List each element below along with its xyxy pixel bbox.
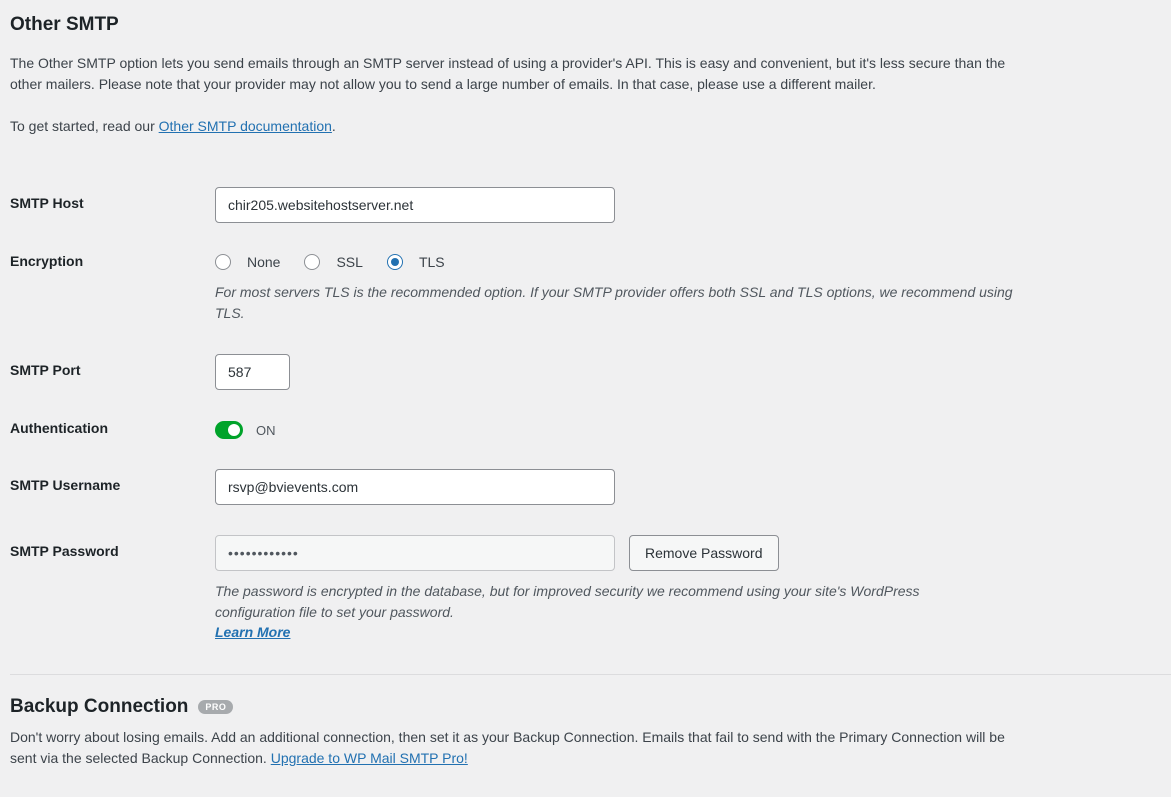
smtp-port-label: SMTP Port <box>10 362 81 378</box>
backup-title: Backup Connection <box>10 696 189 717</box>
encryption-option-tls[interactable] <box>387 254 445 270</box>
encryption-option-label: None <box>247 254 281 270</box>
upgrade-link[interactable]: Upgrade to WP Mail SMTP Pro! <box>270 750 468 766</box>
encryption-option-label: TLS <box>418 254 445 270</box>
authentication-toggle-wrap <box>215 421 276 439</box>
backup-description <box>10 727 1020 769</box>
remove-password-button[interactable]: Remove Password <box>629 535 779 571</box>
smtp-password-input[interactable]: •••••••••••• <box>215 535 615 571</box>
encryption-option-ssl[interactable] <box>304 254 362 270</box>
smtp-password-label: SMTP Password <box>10 543 119 559</box>
pro-badge: PRO <box>198 700 233 714</box>
docs-link[interactable]: Other SMTP documentation <box>158 118 332 134</box>
encryption-hint: For most servers TLS is the recommended option. If your SMTP provider offers both SSL and TLS options, we recommend using TLS. <box>215 284 1013 321</box>
encryption-radio-group <box>215 254 469 270</box>
backup-description-text: Don't worry about losing emails. Add an additional connection, then set it as your Backup Connection. Emails that fail to send with the Primary Connection will be sent via the selected Backup Connection. <box>10 729 1005 766</box>
getting-started-suffix: . <box>331 118 336 134</box>
section-title: Other SMTP <box>10 14 119 35</box>
password-hint: The password is encrypted in the database, but for improved security we recommend using your site's WordPress configuration file to set your password. <box>215 583 920 620</box>
smtp-host-label: SMTP Host <box>10 195 84 211</box>
smtp-port-input[interactable]: 587 <box>215 354 290 390</box>
section-divider <box>10 674 1171 675</box>
smtp-username-input[interactable]: rsvp@bvievents.com <box>215 469 615 505</box>
getting-started-prefix: To get started, read our <box>10 118 159 134</box>
section-description: The Other SMTP option lets you send emails through an SMTP server instead of using a provider's API. This is easy and convenient, but it's less secure than the other mailers. Please note that your provider may not allow you to send a large number of emails. In that case, please use a different mailer. <box>10 55 1006 92</box>
learn-more-link[interactable]: Learn More <box>215 624 291 640</box>
radio-ssl-icon[interactable] <box>304 254 320 270</box>
encryption-option-label: SSL <box>336 254 363 270</box>
smtp-host-input[interactable]: chir205.websitehostserver.net <box>215 187 615 223</box>
encryption-label: Encryption <box>10 253 84 269</box>
authentication-toggle-label: ON <box>256 422 276 438</box>
getting-started-text <box>10 116 336 137</box>
radio-tls-icon[interactable] <box>387 254 403 270</box>
radio-none-icon[interactable] <box>215 254 231 270</box>
backup-header <box>10 696 233 718</box>
authentication-toggle[interactable] <box>215 421 243 439</box>
encryption-option-none[interactable] <box>215 254 280 270</box>
authentication-label: Authentication <box>10 420 108 436</box>
smtp-username-label: SMTP Username <box>10 477 121 493</box>
